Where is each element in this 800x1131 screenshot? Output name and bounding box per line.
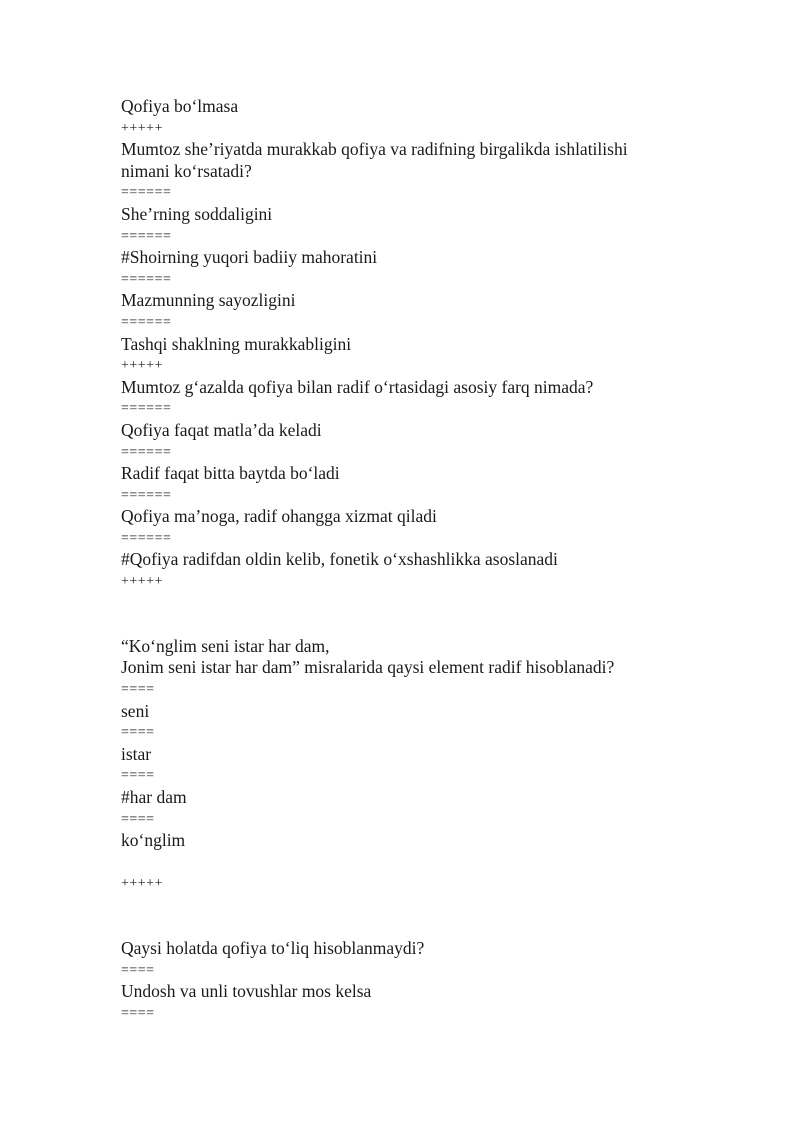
question-text: Qaysi holatda qofiya to‘liq hisoblanmaydi? [121,938,425,959]
question-text-continued: nimani ko‘rsatadi? [121,160,252,181]
answer-option-text: Mazmunning sayozligini [121,290,296,311]
answer-option-text: Radif faqat bitta baytda bo‘ladi [121,463,340,484]
option-separator: ====== [121,444,172,460]
answer-option-text: Undosh va unli tovushlar mos kelsa [121,981,372,1002]
answer-option-text: Tashqi shaklning murakkabligini [121,333,352,354]
blank-line [121,852,721,874]
option-separator: ==== [121,725,155,741]
option-separator: ====== [121,530,172,546]
blank-line [121,593,721,615]
question-separator: +++++ [121,574,163,590]
option-separator: ====== [121,271,172,287]
option-separator: ====== [121,401,172,417]
question-separator: +++++ [121,358,163,374]
option-separator: ==== [121,811,155,827]
answer-option-text: ko‘nglim [121,830,186,851]
question-text-continued: Jonim seni istar har dam” misralarida qaysi element radif hisoblanadi? [121,657,615,678]
question-text: “Ko‘nglim seni istar har dam, [121,635,330,656]
answer-option-text: seni [121,700,150,721]
option-separator: ==== [121,682,155,698]
blank-line [121,895,721,917]
option-separator: ====== [121,314,172,330]
question-text: Mumtoz g‘azalda qofiya bilan radif o‘rtasidagi asosiy farq nimada? [121,376,594,397]
answer-option-text: Qofiya ma’noga, radif ohangga xizmat qiladi [121,506,437,527]
question-separator: +++++ [121,120,163,136]
question-separator: +++++ [121,876,163,892]
document-body [121,96,721,1025]
answer-option-text: Qofiya bo‘lmasa [121,96,239,116]
option-separator: ====== [121,228,172,244]
question-text: Mumtoz she’riyatda murakkab qofiya va radifning birgalikda ishlatilishi [121,139,628,160]
answer-option-text: Qofiya faqat matla’da keladi [121,419,322,440]
correct-answer-option-text: #Shoirning yuqori badiiy mahoratini [121,247,378,268]
correct-answer-option-text: #Qofiya radifdan oldin kelib, fonetik o‘xshashlikka asoslanadi [121,549,558,570]
correct-answer-option-text: #har dam [121,787,187,807]
blank-line [121,614,721,636]
option-separator: ====== [121,185,172,201]
blank-line [121,917,721,939]
answer-option-text: istar [121,743,152,764]
option-separator: ==== [121,962,155,978]
option-separator: ====== [121,487,172,503]
option-separator: ==== [121,1005,155,1021]
answer-option-text: She’rning soddaligini [121,203,273,224]
option-separator: ==== [121,768,155,784]
